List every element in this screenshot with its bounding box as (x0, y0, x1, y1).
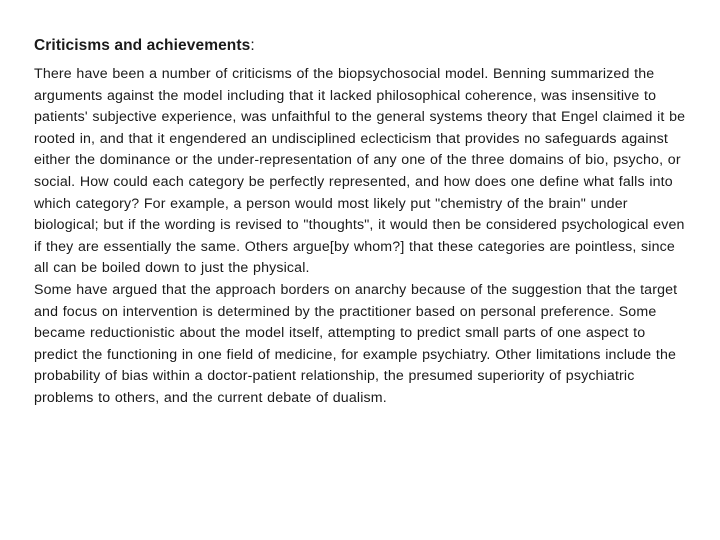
section-heading-text: Criticisms and achievements (34, 37, 251, 54)
text-body (34, 36, 688, 410)
paragraph-criticisms: There have been a number of criticisms of the biopsychosocial model. Benning summarized the arguments against the model including that it lacked philosophical coherence, was insensitive to patients' subjective experience, was unfaithful to the general systems theory that Engel claimed it be rooted in, and that it engendered an undisciplined eclecticism that provides no safeguards against either the dominance or the under-representation of any one of the three domains of bio, psycho, or social. How could each category be perfectly represented, and how does one define what falls into which category? For example, a person would most likely put "chemistry of the brain" under biological; but if the wording is revised to "thoughts", it would then be considered psychological even if they are essentially the same. Others argue[by whom?] that these categories are pointless, since all can be boiled down to just the physical. (34, 66, 686, 277)
paragraph-limitations: Some have argued that the approach borders on anarchy because of the suggestion that the target and focus on intervention is determined by the practitioner based on personal preference. Some became reductionistic about the model itself, attempting to predict small parts of one aspect to predict the functioning in one field of medicine, for example psychiatry. Other limitations include the probability of bias within a doctor-patient relationship, the presumed superiority of psychiatric problems to others, and the current debate of dualism. (34, 281, 678, 406)
section-heading-colon: : (250, 37, 255, 54)
section-heading (34, 36, 688, 56)
